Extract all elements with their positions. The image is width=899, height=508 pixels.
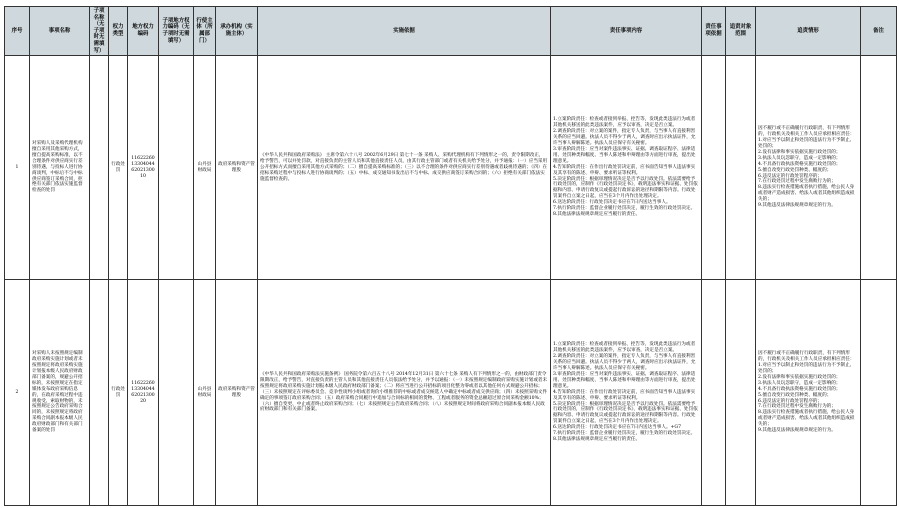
cell-code: 11622260133040446202130010 bbox=[128, 56, 159, 280]
cell-subject bbox=[726, 280, 756, 506]
table-row bbox=[5, 56, 897, 280]
cell-duty: 1.立案阶段责任：检查或者接到举报、控告等，发现此类违法行为或者其他机关移送的此类违法案件，应予以审查，决定是否立案。 2.调查阶段责任：对立案的案件，指定专人负责，与当事人有直接利害关系的应当回避。执法人员不得少于两人，调查时应出示执法证件，允许当事人辩解陈述。执法人员应保守有关秘密。 3.审查阶段责任：应当对案件违法事实、证据、调查取证程序、法律适用、处罚种类和幅度、当事人陈述和申辩理由等方面进行审查，提出处理意见。 4.告知阶段责任：在作出行政处罚决定前，应书面告知当事人违法事实及其享有的陈述、申辩、要求听证等权利。 5.决定阶段责任：根据审理情况决定是否予以行政处罚。依法需要给予行政处罚的，应制作《行政处罚决定书》，载明违法事实和证据、处罚依据和内容、申请行政复议或提起行政诉讼的途径和期限等内容。行政处罚案件自立案之日起，应当在3个月内作出处理决定。 6.送达阶段责任：行政处罚决定书应在7日内送达当事人。 7.执行阶段责任：监督企业履行处罚决定，履行生效的行政处罚决定。 8.其他法律法规规章规定应当履行的责任。 bbox=[551, 56, 702, 280]
header-code: 地方权力编码 bbox=[128, 7, 159, 56]
cell-basis: 《中华人民共和国政府采购法实施条例》 国务院令第六百五十八号 2014年12月31日 第六十七条 采购人有下列情形之一的，由财政部门责令限期改正，给予警告，对直接负责的主管人员和其他直接责任人员依法给予处分，并予以通报：（一）未按照规定编制政府采购实施计划或者未按照规定将政府采购实施计划报本级人民政府财政部门备案；（二）将应当进行公开招标的项目化整为零或者以其他任何方式规避公开招标；（三）未按照规定在评标委员会、竞争性谈判小组或者询价小组推荐的中标或者成交候选人中确定中标或者成交供应商；（四）未按照采购文件确定的事项签订政府采购合同；（五）政府采购合同履行中追加与合同标的相同的货物、工程或者服务的资金总额超过原合同采购金额10%；（六）擅自变更、中止或者终止政府采购合同；（七）未按照规定公告政府采购合同；（八）未按照规定时间将政府采购合同副本报本级人民政府财政部门和有关部门备案。 bbox=[258, 280, 551, 506]
header-duty-basis: 责任事项依据 bbox=[702, 7, 726, 56]
cell-sub-code bbox=[159, 280, 194, 506]
header-duty: 责任事项内容 bbox=[551, 7, 702, 56]
header-power-type: 权力类型 bbox=[109, 7, 128, 56]
cell-code: 11622260133040446202130020 bbox=[128, 280, 159, 506]
cell-subject bbox=[726, 56, 756, 280]
cell-power-type: 行政处罚 bbox=[109, 56, 128, 280]
power-list-table bbox=[4, 6, 897, 506]
header-dept: 行使主体（所属部门） bbox=[194, 7, 216, 56]
cell-duty-basis bbox=[702, 280, 726, 506]
cell-accountability: 因不履行或不正确履行行政职责，有下列情形的，行政机关及相关工作人员应承担相应责任： 1.对应当予以制止和处罚的违法行为不予制止、处罚的； 2.没有法律和事实依据实施行政处罚的； 3.执法人员玩忽职守，造成一定影响的； 4.不具备行政执法资格实施行政处罚的； 5.擅自改变行政处罚种类、幅度的； 6.违反法定的行政处罚程序的； 7.在行政处罚过程中发生腐败行为的； 8.违法实行检查措施或者执行措施，给公民人身或者财产造成损害、给法人或者其他组织造成损失的； 9.其他违反法律法规规章规定的行为。 bbox=[756, 280, 861, 506]
cell-org: 政府采购和资产管理股 bbox=[216, 280, 258, 506]
header-accountability: 追责情形 bbox=[756, 7, 861, 56]
cell-basis: 《中华人民共和国政府采购法》 主席令第六十八号 2002年6月29日 第七十一条 采购人、采购代理机构有下列情形之一的，责令限期改正，给予警告，可以并处罚款，对直接负责的主管人员和其他直接责任人员，由其行政主管部门或者有关机关给予处分，并予通报：（一）应当采用公开招标方式而擅自采用其他方式采购的；（二）擅自提高采购标准的；（三）以不合理的条件对供应商实行差别待遇或者歧视待遇的；（四）在招标采购过程中与投标人进行协商谈判的；（五）中标、成交通知书发出后不与中标、成交供应商签订采购合同的；（六）拒绝有关部门依法实施监督检查的。 bbox=[258, 56, 551, 280]
header-sub-code: 子项地方权力编码（无子项时无需填写） bbox=[159, 7, 194, 56]
table-row bbox=[5, 280, 897, 506]
header-sub-item: 子项名称（无子项时无需填写） bbox=[90, 7, 109, 56]
header-seq: 序号 bbox=[5, 7, 30, 56]
header-org: 承办机构（实施主体） bbox=[216, 7, 258, 56]
cell-sub-code bbox=[159, 56, 194, 280]
cell-item-name: 对采购人及采购代理机构擅自采用其他采购方式，擅自提高采购标准，以不合理条件对供应商实行差别待遇，与投标人进行协商谈判，中标后不与中标供应商签订采购合同，拒绝有关部门依法实施监督检查的处罚 bbox=[30, 56, 90, 280]
cell-duty-basis bbox=[702, 56, 726, 280]
cell-org: 政府采购和资产管理股 bbox=[216, 56, 258, 280]
header-item-name: 事项名称 bbox=[30, 7, 90, 56]
header-subject: 追责对象范围 bbox=[726, 7, 756, 56]
header-basis: 实施依据 bbox=[258, 7, 551, 56]
cell-remark bbox=[861, 280, 897, 506]
power-list-document bbox=[4, 6, 896, 504]
cell-seq: 1 bbox=[5, 56, 30, 280]
cell-dept: 山丹县财政局 bbox=[194, 56, 216, 280]
cell-power-type: 行政处罚 bbox=[109, 280, 128, 506]
cell-sub-item bbox=[90, 56, 109, 280]
cell-accountability: 因不履行或不正确履行行政职责，有下列情形的，行政机关及相关工作人员应承担相应责任： 1.对应当予以制止和处罚的违法行为不予制止、处罚的； 2.没有法律和事实依据实施行政处罚的； 3.执法人员玩忽职守，造成一定影响的； 4.不具备行政执法资格实施行政处罚的； 5.擅自改变行政处罚种类、幅度的； 6.违反法定的行政处罚程序的； 7.在行政处罚过程中发生腐败行为的； 8.违法实行检查措施或者执行措施，给公民人身或者财产造成损害、给法人或者其他组织造成损失的； 9.其他违反法律法规规章规定的行为。 bbox=[756, 56, 861, 280]
cell-dept: 山丹县财政局 bbox=[194, 280, 216, 506]
cell-sub-item bbox=[90, 280, 109, 506]
cell-seq: 2 bbox=[5, 280, 30, 506]
cell-item-name: 对采购人未按照规定编制政府采购实施计划或者未按照规定将政府采购实施计划报本级人民政府财政部门备案的，规避公开招标的，未按照规定在指定媒体发布政府采购信息的，在政府采购过程中违规收受、索取财物的，未按照规定公告政府采购合同的，未按照规定将政府采购合同副本报本级人民政府财政部门和有关部门备案的处罚 bbox=[30, 280, 90, 506]
header-row bbox=[5, 7, 897, 56]
cell-remark bbox=[861, 56, 897, 280]
cell-duty: 1.立案阶段责任：检查或者接到举报、控告等，发现此类违法行为或者其他机关移送的此类违法案件，应予以审查，决定是否立案。 2.调查阶段责任：对立案的案件，指定专人负责，与当事人有直接利害关系的应当回避。执法人员不得少于两人，调查时应出示执法证件，允许当事人辩解陈述。执法人员应保守有关秘密。 3.审查阶段责任：应当对案件违法事实、证据、调查取证程序、法律适用、处罚种类和幅度、当事人陈述和申辩理由等方面进行审查，提出处理意见。 4.告知阶段责任：在作出行政处罚决定前，应书面告知当事人违法事实及其享有的陈述、申辩、要求听证等权利。 5.决定阶段责任：根据审理情况决定是否予以行政处罚。依法需要给予行政处罚的，应制作《行政处罚决定书》，载明违法事实和证据、处罚依据和内容、申请行政复议或提起行政诉讼的途径和期限等内容。行政处罚案件自立案之日起，应当在3个月内作出处理决定。 6.送达阶段责任：行政处罚决定书应在7日内送达当事人。+G7 7.执行阶段责任：监督企业履行处罚决定，履行生效的行政处罚决定。 8.其他法律法规规章规定应当履行的责任。 bbox=[551, 280, 702, 506]
header-remark: 备注 bbox=[861, 7, 897, 56]
